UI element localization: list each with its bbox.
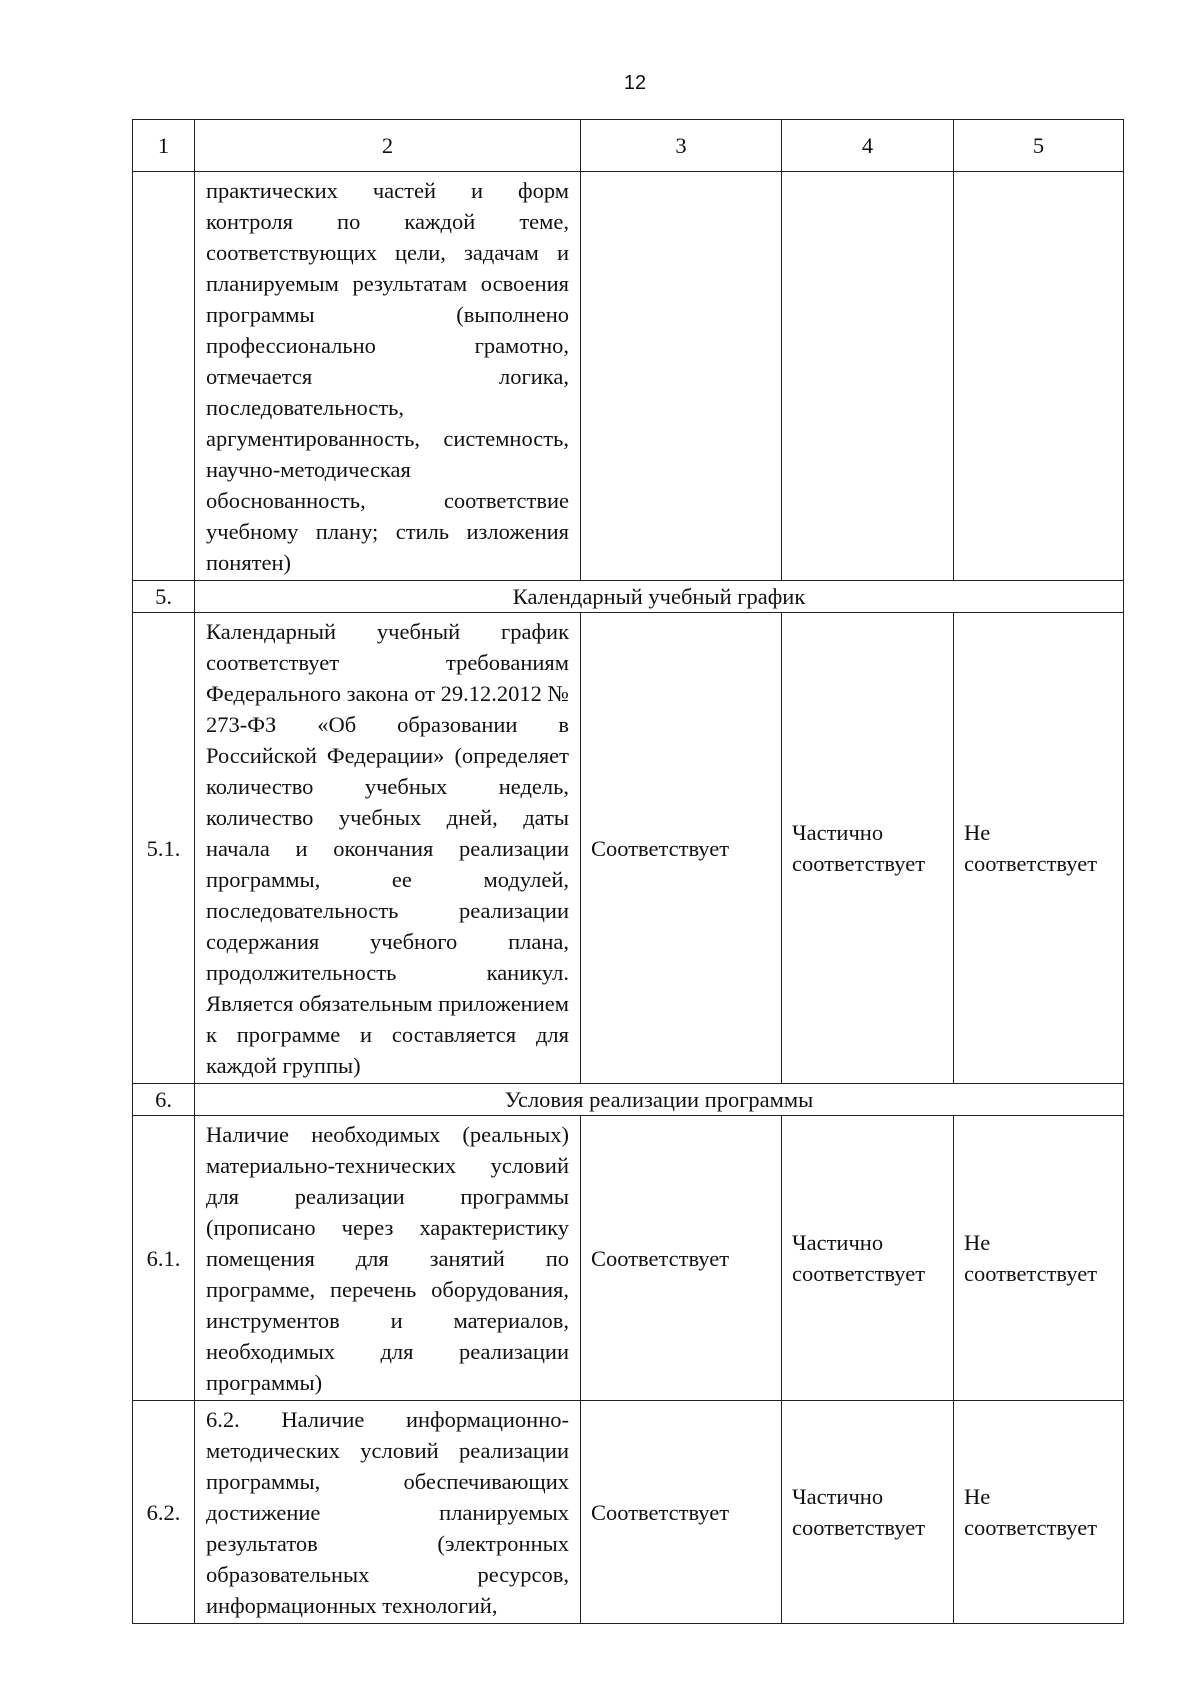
continuation-row [133,172,1124,581]
option-complies: Соответствует [581,1116,782,1401]
criterion-description: Календарный учебный график соответствует требованиям Федерального закона от 29.12.2012 № 273-ФЗ «Об образовании в Российской Федерации» (определяет количество учебных недель, количество учебных дней, даты начала и окончания реализации программы, ее модулей, последовательность реализации содержания учебного плана, продолжительность каникул. Является обязательным приложением к программе и составляется для каждой группы) [195,613,581,1084]
option-does-not-comply: Не соответствует [954,1401,1124,1624]
option-partially-complies: Частично соответствует [782,1116,954,1401]
column-header-3: 3 [581,120,782,172]
criterion-description: 6.2. Наличие информационно-методических условий реализации программы, обеспечивающих достижение планируемых результатов (электронных образовательных ресурсов, информационных технологий, [195,1401,581,1624]
section-row [133,581,1124,613]
option-does-not-comply: Не соответствует [954,1116,1124,1401]
table-header-row [133,120,1124,172]
option-partially-complies: Частично соответствует [782,613,954,1084]
column-header-2: 2 [195,120,581,172]
section-number: 5. [133,581,195,613]
criterion-description: Наличие необходимых (реальных) материально-технических условий для реализации программы (прописано через характеристику помещения для занятий по программе, перечень оборудования, инструментов и материалов, необходимых для реализации программы) [195,1116,581,1401]
section-title: Условия реализации программы [195,1084,1124,1116]
option-complies: Соответствует [581,613,782,1084]
row-number-cell [133,172,195,581]
option-complies: Соответствует [581,1401,782,1624]
option-cell-empty [954,172,1124,581]
criterion-row [133,613,1124,1084]
column-header-1: 1 [133,120,195,172]
column-header-5: 5 [954,120,1124,172]
option-partially-complies: Частично соответствует [782,1401,954,1624]
page-number: 12 [623,72,647,94]
criterion-description: практических частей и форм контроля по каждой теме, соответствующих цели, задачам и планируемым результатам освоения программы (выполнено профессионально грамотно, отмечается логика, последовательность, аргументированность, системность, научно-методическая обоснованность, соответствие учебному плану; стиль изложения понятен) [195,172,581,581]
row-number: 5.1. [133,613,195,1084]
option-cell-empty [581,172,782,581]
section-number: 6. [133,1084,195,1116]
row-number: 6.2. [133,1401,195,1624]
criterion-row [133,1116,1124,1401]
section-title: Календарный учебный график [195,581,1124,613]
evaluation-table [132,119,1124,1624]
row-number: 6.1. [133,1116,195,1401]
option-does-not-comply: Не соответствует [954,613,1124,1084]
column-header-4: 4 [782,120,954,172]
criterion-row [133,1401,1124,1624]
option-cell-empty [782,172,954,581]
section-row [133,1084,1124,1116]
